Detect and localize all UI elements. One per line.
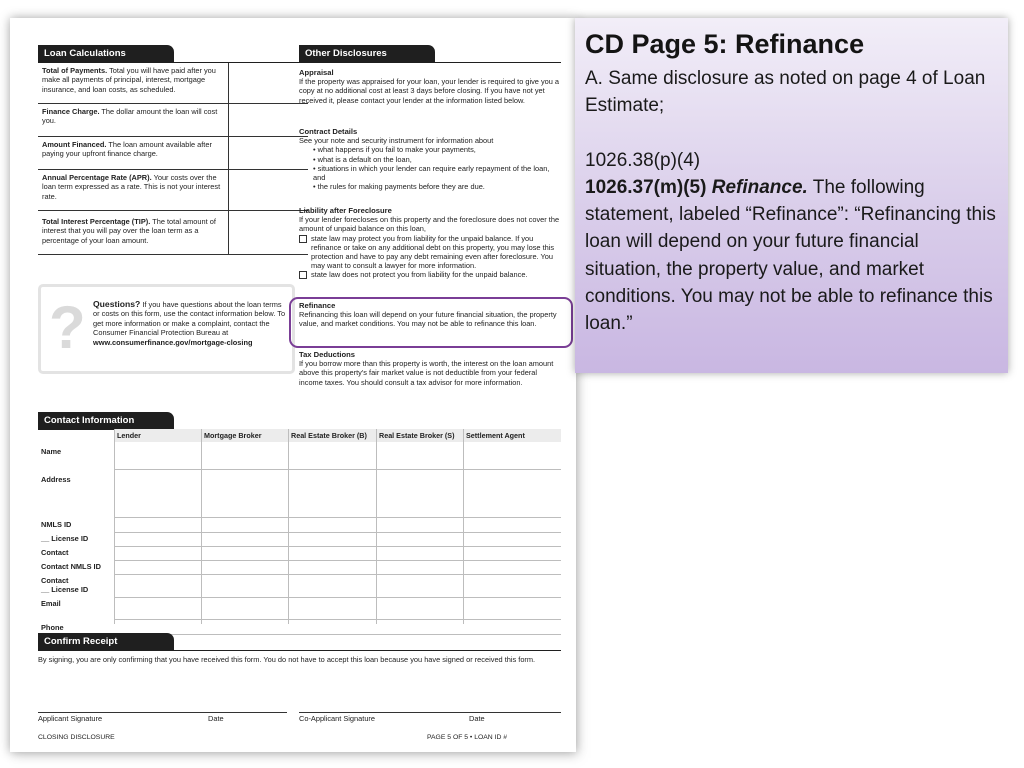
table-row-line — [114, 517, 561, 518]
table-row-line — [114, 532, 561, 533]
loan-calc-label: Finance Charge. The dollar amount the loan will cost you. — [42, 107, 218, 126]
row-label-name: Name — [41, 447, 62, 456]
table-row-line — [114, 597, 561, 598]
applicant-signature-label: Applicant Signature — [38, 714, 103, 723]
loan-calc-row-finance-charge — [38, 104, 308, 137]
appraisal-text: If the property was appraised for your loan, your lender is required to give you a copy at no additional cost at least 3 days before closing. If you have not yet received it, please contact your lender at the information listed below. — [299, 77, 560, 105]
contract-details-section — [299, 127, 561, 191]
loan-calc-row-amount-financed — [38, 137, 308, 170]
loan-calc-row-total-payments — [38, 63, 308, 104]
questions-text: Questions? If you have questions about the loan terms or costs on this form, use the contact information below. To get more information or make a complaint, contact the Consumer Financial Protection Bureau at www.consumerfinance.gov/mortgage-closing — [93, 299, 286, 347]
reg-number: 1026.37(m)(5) — [585, 176, 707, 198]
column-header-mortgage-broker: Mortgage Broker — [201, 429, 288, 442]
confirm-receipt-text: By signing, you are only confirming that you have received this form. You do not have to accept this loan because you have signed or received this form. — [38, 655, 536, 664]
questions-box — [38, 284, 295, 374]
table-divider — [114, 429, 115, 624]
table-divider — [201, 429, 202, 624]
contact-information-header: Contact Information — [38, 412, 174, 429]
loan-calc-label: Total Interest Percentage (TIP). The total amount of interest that you will pay over the loan term as a percentage of your loan amount. — [42, 217, 216, 245]
refinance-title: Refinance — [299, 301, 336, 310]
row-label-contact-license-id: Contact __ License ID — [41, 576, 89, 594]
other-disclosures-rule — [299, 62, 561, 63]
liability-section — [299, 206, 561, 280]
confirm-receipt-header: Confirm Receipt — [38, 633, 174, 650]
loan-calc-label: Amount Financed. The loan amount available after paying your upfront finance charge. — [42, 140, 212, 159]
closing-disclosure-page — [10, 18, 576, 752]
loan-calc-divider — [228, 63, 229, 103]
reg-term: Refinance. — [711, 176, 808, 198]
list-item: • the rules for making payments before they are due. — [313, 182, 561, 191]
tax-title: Tax Deductions — [299, 350, 355, 359]
cfpb-link[interactable]: www.consumerfinance.gov/mortgage-closing — [93, 337, 253, 347]
refinance-text: Refinancing this loan will depend on your future financial situation, the property value, and market conditions. You may not be able to refinance this loan. — [299, 310, 557, 329]
co-applicant-signature-label: Co-Applicant Signature — [299, 714, 376, 723]
table-row-line — [114, 560, 561, 561]
table-row-line — [114, 619, 561, 620]
appraisal-title: Appraisal — [299, 68, 334, 77]
tax-deductions-section — [299, 350, 561, 387]
loan-calc-divider — [228, 137, 229, 169]
table-row-line — [114, 574, 561, 575]
loan-calc-label: Total of Payments. Total you will have paid after you make all payments of principal, interest, mortgage insurance, and loan costs, as scheduled. — [42, 66, 216, 94]
list-item: • what happens if you fail to make your payments, — [313, 145, 561, 154]
row-label-address: Address — [41, 475, 71, 484]
contract-details-text: See your note and security instrument for information about — [299, 136, 494, 146]
contract-details-title: Contract Details — [299, 127, 358, 136]
list-item: • what is a default on the loan, — [313, 155, 561, 164]
loan-calculations-header: Loan Calculations — [38, 45, 174, 62]
slide-reg-1: 1026.38(p)(4) — [585, 149, 701, 171]
footer-right: PAGE 5 OF 5 • LOAN ID # — [427, 734, 508, 741]
column-header-re-broker-s: Real Estate Broker (S) — [376, 429, 463, 442]
applicant-date-label: Date — [208, 714, 224, 723]
reg-text: The following statement, labeled “Refinance”: “Refinancing this loan will depend on your future financial situation, the property value, and market conditions. You may not be able to refinance this loan.” — [585, 176, 996, 335]
row-label-contact: Contact — [41, 548, 69, 557]
checkbox[interactable] — [299, 271, 307, 279]
slide-reg-2 — [585, 174, 998, 338]
option-text: state law does not protect you from liability for the unpaid balance. — [311, 270, 528, 280]
other-disclosures-header: Other Disclosures — [299, 45, 435, 62]
slide-title: CD Page 5: Refinance — [585, 29, 865, 59]
question-mark-icon: ? — [49, 294, 86, 361]
loan-calc-label: Annual Percentage Rate (APR). Your costs over the loan term expressed as a rate. This is not your interest rate. — [42, 173, 221, 201]
refinance-highlight-box — [289, 297, 573, 348]
liability-title: Liability after Foreclosure — [299, 206, 392, 215]
row-label-contact-nmls-id: Contact NMLS ID — [41, 562, 101, 571]
row-label-email: Email — [41, 599, 61, 608]
table-row-line — [114, 546, 561, 547]
column-header-lender: Lender — [114, 429, 201, 442]
liability-option-no-protect — [299, 270, 561, 279]
row-label-nmls-id: NMLS ID — [41, 520, 72, 529]
table-divider — [463, 429, 464, 624]
slide-text-panel — [575, 18, 1008, 373]
appraisal-section — [299, 68, 561, 105]
column-header-re-broker-b: Real Estate Broker (B) — [288, 429, 376, 442]
checkbox[interactable] — [299, 235, 307, 243]
table-row-line — [114, 469, 561, 470]
row-label-license-id: __ License ID — [41, 534, 89, 543]
loan-calc-divider — [228, 104, 229, 136]
footer-left: CLOSING DISCLOSURE — [38, 734, 115, 741]
tax-text: If you borrow more than this property is worth, the interest on the loan amount above this property's fair market value is not deductible from your federal income taxes. You should consult a tax advisor for more information. — [299, 359, 554, 387]
liability-option-protect — [299, 234, 561, 271]
table-divider — [376, 429, 377, 624]
table-divider — [288, 429, 289, 624]
row-label-phone: Phone — [41, 623, 64, 632]
loan-calc-divider — [228, 170, 229, 210]
contract-details-list — [299, 145, 561, 191]
table-row-line — [114, 634, 561, 635]
loan-calc-row-tip — [38, 211, 308, 255]
co-applicant-signature-line[interactable] — [299, 712, 561, 713]
spacer — [585, 120, 998, 147]
confirm-receipt-rule — [38, 650, 561, 651]
loan-calc-row-apr — [38, 170, 308, 211]
liability-text: If your lender forecloses on this property and the foreclosure does not cover the amount of unpaid balance on this loan, — [299, 215, 560, 234]
option-text: state law may protect you from liability for the unpaid balance. If you refinance or take on any additional debt on this property, you may lose this protection and have to pay any debt remaining even after foreclosure. You may want to consult a lawyer for more information. — [311, 233, 555, 271]
applicant-signature-line[interactable] — [38, 712, 287, 713]
slide-line-1: A. Same disclosure as noted on page 4 of Loan Estimate; — [585, 68, 986, 117]
loan-calc-divider — [228, 211, 229, 254]
co-applicant-date-label: Date — [469, 714, 485, 723]
list-item: • situations in which your lender can require early repayment of the loan, and — [313, 164, 561, 182]
column-header-settlement-agent: Settlement Agent — [463, 429, 561, 442]
